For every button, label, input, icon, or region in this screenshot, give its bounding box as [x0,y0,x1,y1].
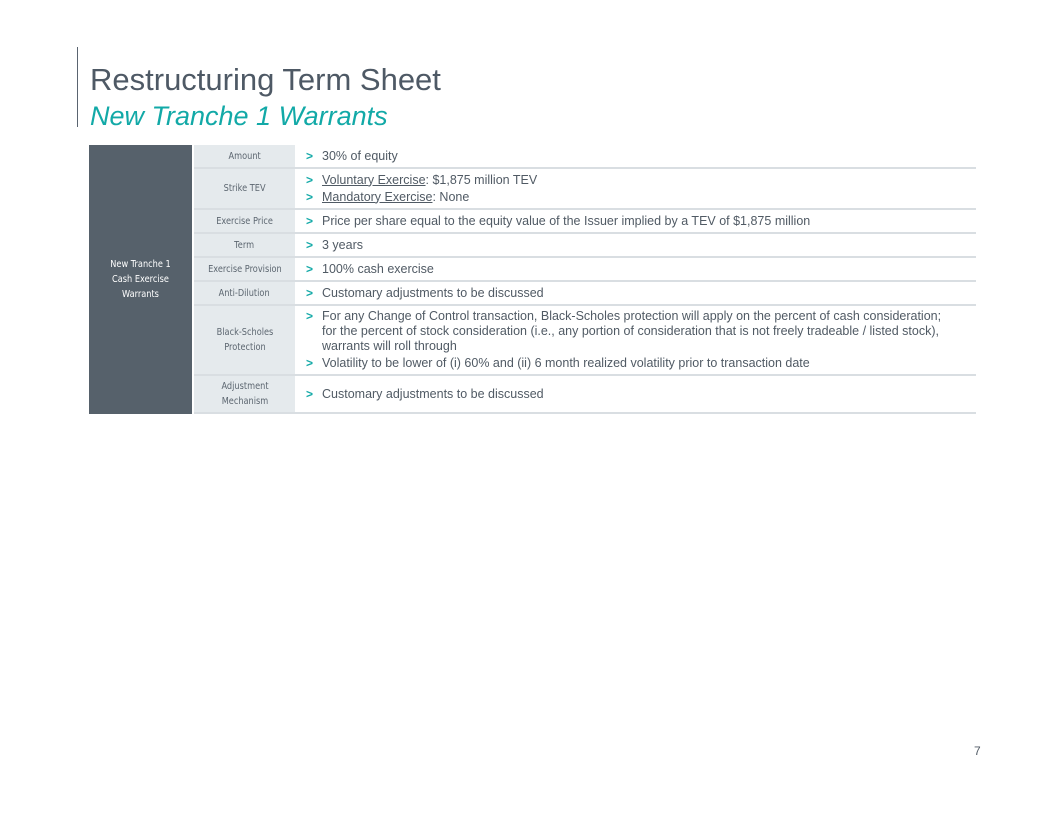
row-content [295,376,976,412]
bullet-arrow-icon: > [306,261,314,276]
row-content [295,234,976,256]
row-content [295,282,976,304]
table-row [194,234,976,258]
bullet-text: 30% of equity [322,148,398,163]
bullet-text: 3 years [322,237,363,252]
table-row [194,145,976,169]
table-row [194,376,976,414]
row-content [295,169,976,208]
table-row [194,258,976,282]
table-row [194,282,976,306]
term-rows [194,145,976,414]
bullet-text: Price per share equal to the equity value of the Issuer implied by a TEV of $1,875 million [322,213,811,228]
bullet-arrow-icon: > [306,213,314,228]
bullet-item [306,190,958,205]
page-subtitle: New Tranche 1 Warrants [90,101,388,131]
bullet-arrow-icon: > [306,309,314,323]
bullet-arrow-icon: > [306,148,314,163]
row-label: Term [234,239,255,251]
bullet-item [306,262,958,277]
mandatory-exercise-value: : None [432,189,470,204]
bullet-arrow-icon: > [306,172,314,187]
bullet-item [306,309,958,354]
row-label-cell [194,210,295,232]
title-rule [77,47,78,127]
term-sheet-table [89,145,976,414]
bullet-text: 100% cash exercise [322,261,434,276]
row-label: Strike TEV [223,183,266,194]
table-row [194,210,976,234]
row-content [295,306,976,374]
row-label-cell [194,306,295,374]
row-content [295,258,976,280]
row-label-cell [194,282,295,304]
bullet-item [306,173,958,188]
page-number: 7 [974,744,981,758]
table-row [194,306,976,376]
row-label: Exercise Provision [207,263,282,275]
row-label: Anti-Dilution [218,287,271,299]
bullet-item [306,356,958,371]
bullet-item [306,286,958,301]
row-label: Black-Scholes Protection [216,327,273,353]
bullet-arrow-icon: > [306,189,314,204]
bullet-arrow-icon: > [306,386,314,401]
row-label-cell [194,376,295,412]
table-row [194,169,976,210]
voluntary-exercise-term: Voluntary Exercise [322,172,426,187]
bullet-arrow-icon: > [306,285,314,300]
bullet-arrow-icon: > [306,356,314,370]
row-label: Amount [228,150,261,162]
row-label-cell [194,234,295,256]
row-label-cell [194,169,295,208]
bullet-text: Customary adjustments to be discussed [322,386,544,401]
bullet-text: Customary adjustments to be discussed [322,285,544,300]
section-label-cell [89,145,192,414]
row-content [295,210,976,232]
mandatory-exercise-term: Mandatory Exercise [322,189,433,204]
bullet-item [306,214,958,229]
section-label: New Tranche 1 Cash Exercise Warrants [110,259,171,300]
bullet-text [322,190,958,205]
bullet-item [306,149,958,164]
row-label-cell [194,258,295,280]
row-label-cell [194,145,295,167]
bullet-item [306,387,958,402]
bullet-arrow-icon: > [306,237,314,252]
voluntary-exercise-value: : $1,875 million TEV [425,172,538,187]
bullet-text: Volatility to be lower of (i) 60% and (ii) 6 month realized volatility prior to transaction date [322,356,810,370]
bullet-item [306,238,958,253]
page-title: Restructuring Term Sheet [90,62,441,97]
row-label: Adjustment Mechanism [220,381,269,407]
bullet-text [322,173,958,188]
row-label: Exercise Price [216,215,273,227]
row-content [295,145,976,167]
bullet-text: For any Change of Control transaction, Black-Scholes protection will apply on the percent of cash consideration; for the percent of stock consideration (i.e., any portion of consideration that is not freely tradeable / listed stock), warrants will roll through [322,309,942,353]
